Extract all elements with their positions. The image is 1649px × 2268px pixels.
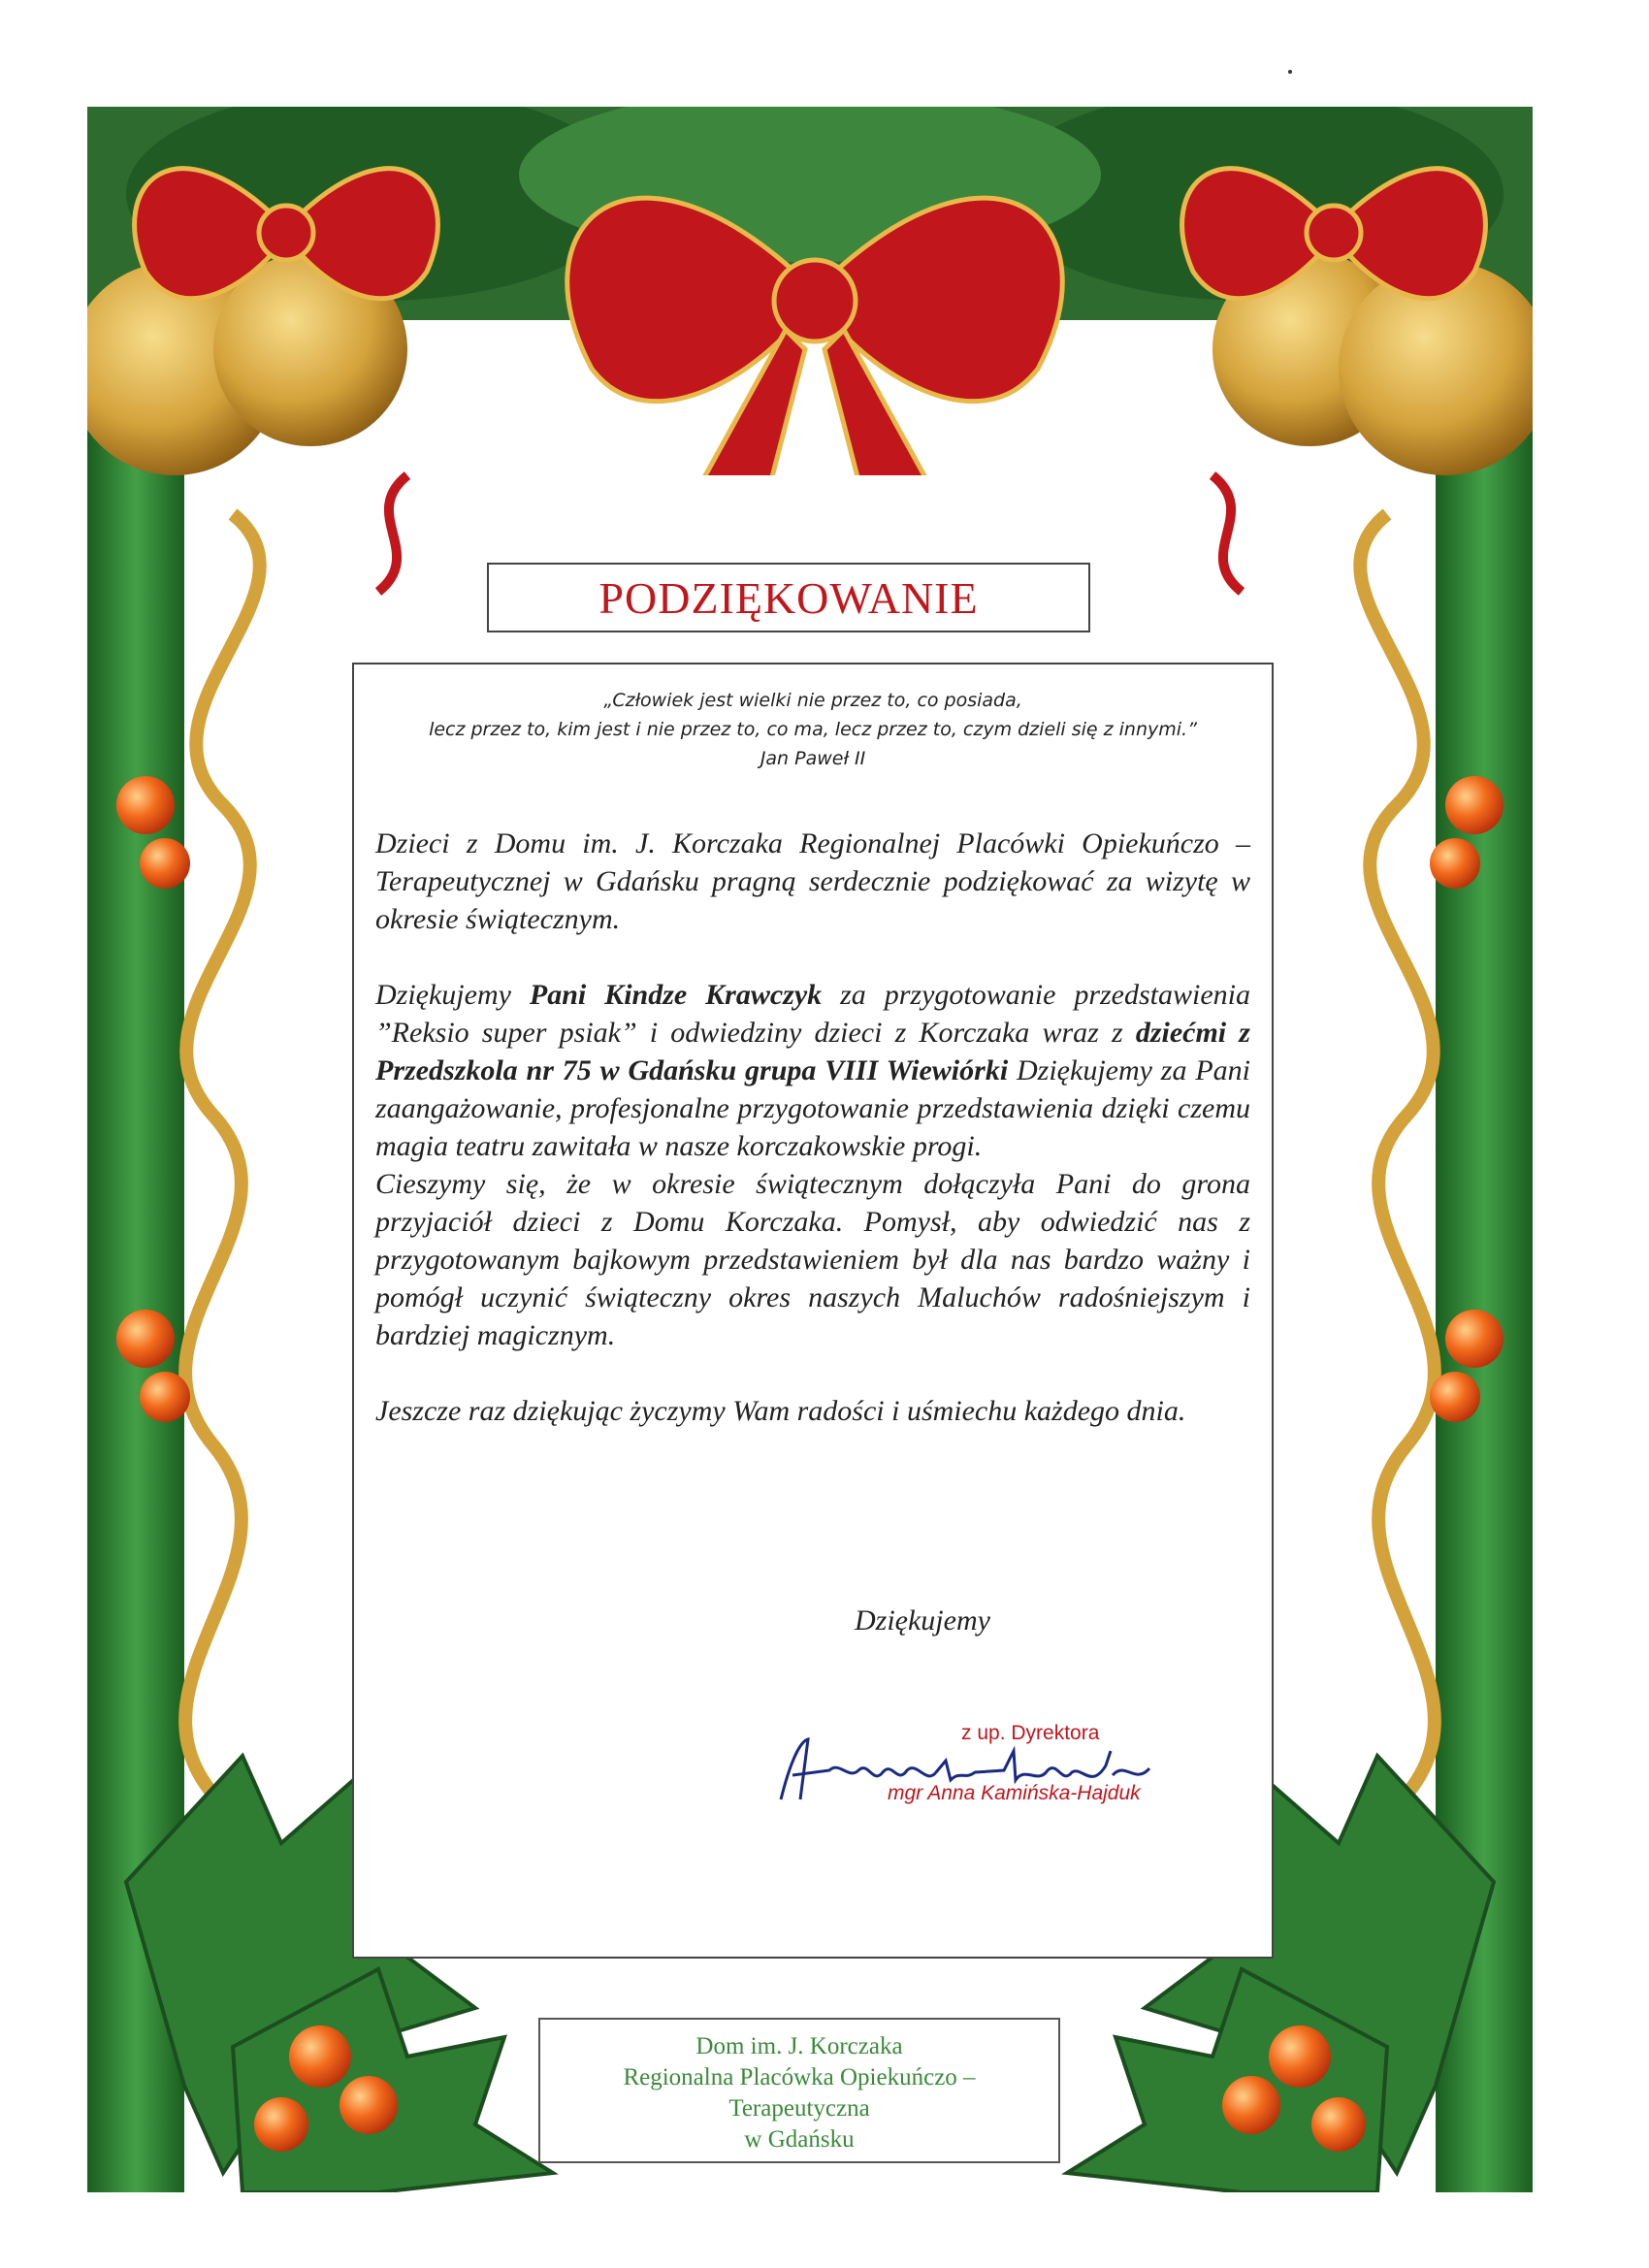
- letter-body: [375, 825, 1250, 1430]
- paragraph-3: Cieszymy się, że w okresie świątecznym dołączyła Pani do grona przyjaciół dzieci z Domu Korczaka. Pomysł, aby odwiedzić nas z przygotowanym bajkowym przedstawieniem był dla nas bardzo ważny i pomógł uczynić świąteczny okres naszych Maluchów radośniejszym i bardziej magicznym.: [375, 1168, 1250, 1351]
- footer-line-3: Terapeutyczna: [728, 2095, 870, 2122]
- paragraph-4: Jeszcze raz dziękując życzymy Wam radości i uśmiechu każdego dnia.: [375, 1395, 1186, 1427]
- institution-stamp: [538, 2018, 1060, 2163]
- quote-line-2: lecz przez to, kim jest i nie przez to, co ma, lecz przez to, czym dzieli się z innymi.”: [429, 719, 1197, 740]
- recipient-name: Pani Kindze Krawczyk: [529, 979, 823, 1011]
- paragraph-2: [375, 976, 1250, 1165]
- stamp-line-1: z up. Dyrektora: [961, 1722, 1100, 1744]
- title-box: [487, 563, 1090, 632]
- document-title: PODZIĘKOWANIE: [598, 572, 979, 623]
- stamp-line-2: mgr Anna Kamińska-Hajduk: [888, 1782, 1141, 1804]
- scan-speck: [1288, 70, 1292, 74]
- paragraph-1: Dzieci z Domu im. J. Korczaka Regionalnej Placówki Opiekuńczo – Terapeutycznej w Gdańsku pragną serdecznie podziękować za wizytę w okresie świątecznym.: [375, 827, 1250, 935]
- closing-word: Dziękujemy: [855, 1604, 990, 1636]
- kindergarten-group: dziećmi z Przedszkola nr 75 w Gdańsku grupa VIII Wiewiórki: [375, 1017, 1250, 1086]
- p2-text-b: za przygotowanie przedstawienia ”Reksio super psiak” i odwiedziny dzieci z Korczaka wraz z: [375, 979, 1250, 1049]
- quote-author: Jan Paweł II: [760, 748, 866, 769]
- letter-panel: [352, 663, 1274, 1959]
- epigraph: [354, 686, 1272, 773]
- footer-line-4: w Gdańsku: [744, 2126, 855, 2153]
- p2-text-a: Dziękujemy: [375, 979, 530, 1011]
- quote-line-1: „Człowiek jest wielki nie przez to, co posiada,: [603, 690, 1022, 711]
- signature-block: [771, 1722, 1179, 1867]
- footer-line-2: Regionalna Placówka Opiekuńczo –: [623, 2064, 976, 2090]
- p2-text-c: Dziękujemy za Pani zaangażowanie, profesjonalne przygotowanie przedstawienia dzięki czemu magia teatru zawitała w nasze korczakowskie progi.: [375, 1054, 1250, 1162]
- footer-line-1: Dom im. J. Korczaka: [695, 2033, 903, 2059]
